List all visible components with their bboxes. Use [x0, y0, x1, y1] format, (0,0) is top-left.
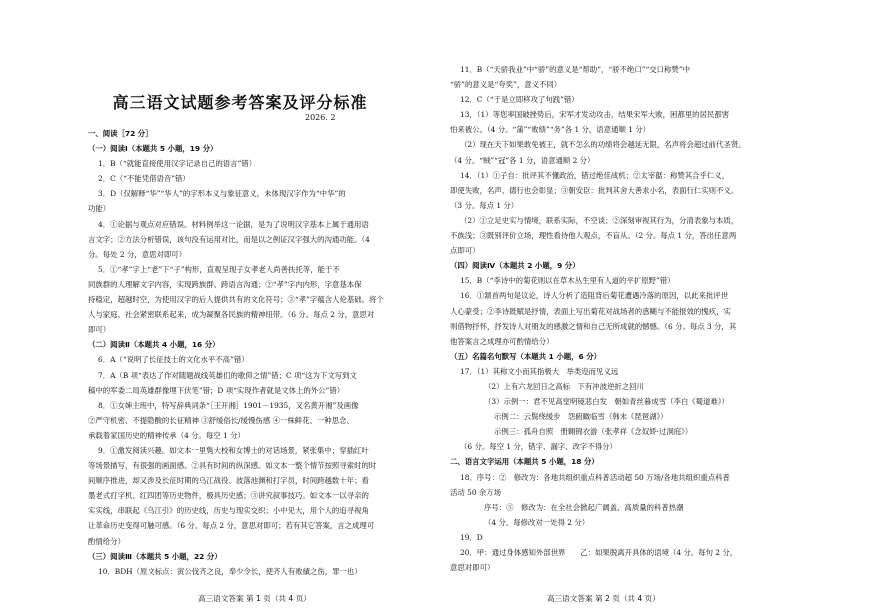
right-answer-lines	[450, 62, 746, 575]
answer-line: “骄”的意义是“夸奖”，意义不同）	[450, 80, 562, 90]
answer-line: 即可）	[88, 325, 111, 335]
answer-line: 15．B（“李诗中的菊花则以在草木丛生里有人道的平扩原野”错）	[460, 276, 675, 286]
answer-line: 8．①女婶主班中，特写辞典词条“［王开湘］1901－1935，又名黄开湘”及画像	[98, 400, 359, 410]
answer-line: （3 分。每点 1 分）	[450, 200, 519, 210]
answer-line: 意思对即可）	[450, 563, 495, 573]
section-heading: （二）阅读Ⅱ（本题共 4 小题，16 分）	[88, 340, 220, 350]
answer-line: 活动 50 余万场	[450, 487, 502, 497]
answer-line: 酌情给分）	[88, 536, 125, 546]
section-heading: （五）名篇名句默写（本题共 1 小题，6 分）	[450, 351, 602, 361]
answer-line: （3）示例一：君不见高堂明镜悲白发 朝如青丝暮成雪（李白《蜀道难》）	[484, 397, 729, 407]
answer-line: 12．C（“于是立即移攻了句践”错）	[460, 95, 579, 105]
answer-line: 序号：⑤ 修改为：在全社会掀起广阔盖、高质量的科普热潮	[484, 502, 684, 512]
answer-line: （2）上有六龙回日之高标 下有冲波逆折之回川	[484, 381, 644, 391]
answer-line: 10．BDH（原文标点：寅公伐齐之良，奉少令长，使齐人有败績之伤，罪一也）	[98, 566, 362, 576]
answer-line: 4．①论据与观点对应错误。材料例举这一论据，是为了说明汉字基本上属于通用语	[98, 219, 369, 229]
answer-line: 承载着家国历史的精神传承（4 分。每空 1 分）	[88, 430, 245, 440]
answer-line: 不族浅；③既别评价立场，理性看待他人观点，不盲从。（2 分。每点 1 分，答出任意两	[450, 231, 737, 241]
answer-line: 实实线，串联起《乌江引》的历史线，历史与现实交织；小中见大，用个人的追寻视角	[88, 506, 369, 516]
answer-line: 间顺序推进，却又涉及长征时期的乌江战役、波落池渊和打字员，时间跨越数十年；看	[88, 476, 369, 486]
section-heading: （三）阅读Ⅲ（本题共 5 小题，22 分）	[88, 551, 222, 561]
answer-line: 7．A（B 项“表达了作对随题战线英雄们的歌仰之情”错；C 项“这为下文写到文	[98, 370, 357, 380]
answer-line: 16．①颔首两句是议论，诗人分析了造阻背后菊花遭遇冷落的原因，以此来批评世	[460, 291, 729, 301]
answer-line: （4 分。每修改对一处得 2 分）	[484, 517, 590, 527]
answer-line: （4 分。“贼”“冠”各 1 分，语意通顺 2 分）	[450, 155, 595, 165]
section-heading: 二、语言文字运用（本题共 5 小题，18 分）	[450, 457, 599, 467]
answer-line: 9．①激发阅读兴趣。如文本一里隽大校和女博士的对话场景，紧张集中；穿插红叶	[98, 445, 369, 455]
answer-line: ②严守机密、不提隐酸的长征精神 ③舒缓俗长/缓慢伤感 ④一株鲜花、一种思念、	[88, 415, 354, 425]
answer-line: 人心蒙受；②李诗既赋是抒情，表面上写出菊花对战场者的惑糊与不能报效的愧疚，实	[450, 306, 731, 316]
answer-line: 示例二：云鬓绕缓步 怨俯瞰临雪（韩末《琵琶湖》）	[494, 412, 668, 422]
answer-line: 即使失败，名声、德行也会彰显；③朝安臣：批判其舍大善求小名，表面行仁实则不义。	[450, 185, 739, 195]
answer-line: 人与家庭、社会紧密联系起来，成为凝聚各民族的精神纽带。（6 分。每点 2 分，意思对	[88, 310, 375, 320]
answer-line: 示例三：孤舟自照 册翱锦衣游（张孝祥《念奴娇·过洞庭》）	[494, 427, 693, 437]
answer-line: 3．D（仅解释“华”“华人”的字形本义与象征意义，未体现汉字作为“中华”的	[98, 189, 346, 199]
answer-line: 18．序号：② 修改为：各地共组织重点科普活动超 50 万场/各地共组织重点科普	[460, 472, 730, 482]
answer-line: 他答案言之成理亦可酌情给分）	[450, 336, 554, 346]
answer-line: 分。每处 2 分，意思对即可）	[88, 249, 187, 259]
document-title: 高三语文试题参考答案及评分标准	[112, 93, 368, 112]
answer-line: 2．C（“不能凭借语音”错）	[98, 174, 190, 184]
answer-line: 11．B（“天骄我业”中“骄”的意义是“帮助”，“骄不绝口”“交口称赞”中	[460, 65, 690, 74]
answer-line: 让革命历史变得可触可感。（6 分。每点 2 分，意思对即可；若有其它答案，言之成理可	[88, 521, 375, 531]
answer-line: 14．（1）①子自：批评其不懂政治，错过绝佳战机；②太宰嚭：称赞其合乎仁义，	[460, 170, 730, 180]
answer-line: 19．D	[460, 532, 483, 542]
answer-line: 言文字；②方法分析错误，该句没有运用对比，而是以之例证汉字强大的沟通功能。（4	[88, 234, 370, 244]
left-answer-lines	[88, 126, 384, 579]
answer-line: 6．A（“说明了长征技士的文化水平不高”错）	[98, 355, 249, 365]
answer-line: 怕来被公。（4 分。“蒲”“败绩”“务”各 1 分，语意通顺 1 分）	[450, 125, 651, 135]
answer-line: （2）现在天下如果敢免被王，就不怎么的功绩将会越延无限，名声将会超过前代圣贤。	[460, 140, 746, 150]
answer-line: 功能）	[88, 204, 111, 214]
answer-line: （6 分。每空 1 分，错字、漏字、改字不得分）	[460, 442, 617, 452]
section-heading: 一、阅读［72 分］	[88, 129, 153, 138]
answer-line: 17．（1）其称文小而其指极大 举类迩而见义远	[460, 366, 619, 376]
answer-line: 等场景描写，有很强的画面感。②具有时间的纵深感。如文本一整个情节按照寻索时的时	[88, 461, 377, 471]
footer-page-1: 高三语文答案 第 1 页（共 4 页）	[198, 594, 311, 603]
answer-line: 点即可）	[450, 246, 480, 256]
answer-line: 13．（1）等您率国破挫势后，宋军才发动攻击，结果宋军大败，困都里的居民都害	[460, 110, 730, 120]
answer-line: 20．甲：通过身体感知外部世界 乙：如果脱离开具体的语境（4 分。每句 2 分，	[460, 548, 738, 557]
answer-line: 持稳定，超越时空，为使用汉字的后人提供共有的文化符号；③“孝”字蕴含人伦基础。将个	[88, 295, 384, 305]
answer-line: 稿中的军委二局英雄群像埋下伏笔”错；D 项“实现作者就是文体上的外公”错）	[88, 385, 345, 395]
footer-page-2: 高三语文答案 第 2 页（共 4 页）	[547, 594, 660, 603]
answer-line: 墨老式打字机、红四团等历史物件，极具历史感；③讲究叙事技巧。如文本一以寻亲的	[88, 491, 369, 501]
section-heading: （四）阅读Ⅳ（本题共 2 小题，9 分）	[450, 261, 580, 271]
document-date: 2026. 2	[305, 113, 336, 122]
section-heading: （一）阅读Ⅰ（本题共 5 小题，19 分）	[88, 144, 218, 154]
answer-line: 则借物抒怀，抒发诗人对朋友的感激之情和自己无所成就的憾憾。（6 分。每点 3 分，其	[450, 321, 737, 331]
answer-line: 1．B（“就能直接使用汉字记录自己的语言”错）	[98, 159, 257, 169]
answer-line: （2）①立足史实与情境，联系实际，不空谈；②深刻审视其行为，分清表象与本质，	[460, 215, 739, 225]
answer-line: 5．①“孝”字上“老”下“子”构形，直观呈现子女孝老人尚善扶托等，能于不	[98, 264, 340, 274]
answer-line: 同族群的人理解文字内容，实现跨族群、跨语言沟通；②“孝”字内内形，字意基本保	[88, 279, 362, 289]
